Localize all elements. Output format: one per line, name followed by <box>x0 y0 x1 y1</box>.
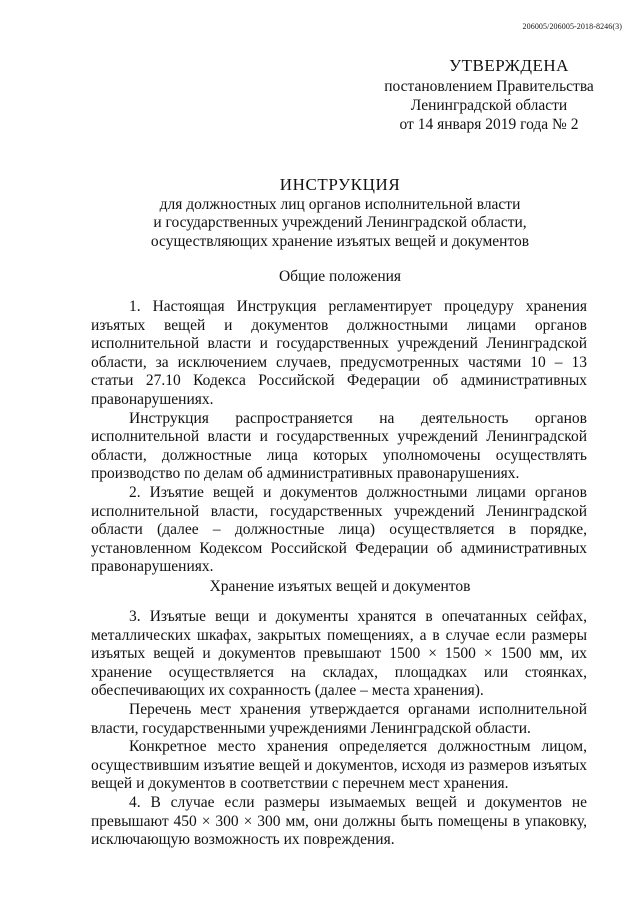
document-title: ИНСТРУКЦИЯ <box>279 175 401 194</box>
approval-line-1: постановлением Правительства <box>384 78 594 95</box>
approval-line-3: от 14 января 2019 года № 2 <box>399 116 579 133</box>
section-heading-storage: Хранение изъятых вещей и документов <box>209 578 471 595</box>
approval-line-2: Ленинградской области <box>410 97 568 114</box>
storage-section-body <box>91 608 587 850</box>
document-id: 206005/206005-2018-8246(3) <box>522 22 622 31</box>
document-subtitle-line-1: для должностных лиц органов исполнительной власти <box>159 195 521 213</box>
document-subtitle-line-2: и государственных учреждений Ленинградской области, <box>153 214 527 231</box>
document-title-block <box>0 176 640 251</box>
paragraph-3: 2. Изъятие вещей и документов должностными лицами органов исполнительной власти, государственных учреждений Ленинградской области (далее – должностные лица) осуществляется в порядке, установленном Кодексом Российской Федерации об административных правонарушениях. <box>91 483 587 576</box>
approval-stamp: УТВЕРЖДЕНА <box>449 56 569 75</box>
paragraph-2: Инструкция распространяется на деятельность органов исполнительной власти и государственных учреждений Ленинградской области, должностные лица которых уполномочены осуществлять производство по делам об административных правонарушениях. <box>91 409 587 483</box>
paragraph-4: 3. Изъятые вещи и документы хранятся в опечатанных сейфах, металлических шкафах, закрытых помещениях, а в случае если размеры изъятых вещей и документов превышают 1500 × 1500 × 1500 мм, их хранение осуществляется на складах, площадках или стоянках, обеспечивающих их сохранность (далее – места хранения). <box>91 608 587 700</box>
section-heading-general: Общие положения <box>278 268 402 285</box>
document-subtitle-line-3: осуществляющих хранение изъятых вещей и документов <box>150 232 530 250</box>
paragraph-6: Конкретное место хранения определяется должностным лицом, осуществившим изъятие вещей и документов, исходя из размеров изъятых вещей и документов в соответствии с перечнем мест хранения. <box>91 738 587 793</box>
paragraph-1: 1. Настоящая Инструкция регламентирует процедуру хранения изъятых вещей и документов должностными лицами органов исполнительной власти и государственных учреждений Ленинградской области, за исключением случаев, предусмотренных частями 10 – 13 статьи 27.10 Кодекса Российской Федерации об административных правонарушениях. <box>91 298 587 408</box>
general-section-body <box>91 298 587 577</box>
paragraph-7: 4. В случае если размеры изымаемых вещей и документов не превышают 450 × 300 × 300 мм, они должны быть помещены в упаковку, исключающую возможность их повреждения. <box>91 793 587 849</box>
paragraph-5: Перечень мест хранения утверждается органами исполнительной власти, государственными учреждениями Ленинградской области. <box>91 700 587 737</box>
approval-block <box>358 56 620 134</box>
